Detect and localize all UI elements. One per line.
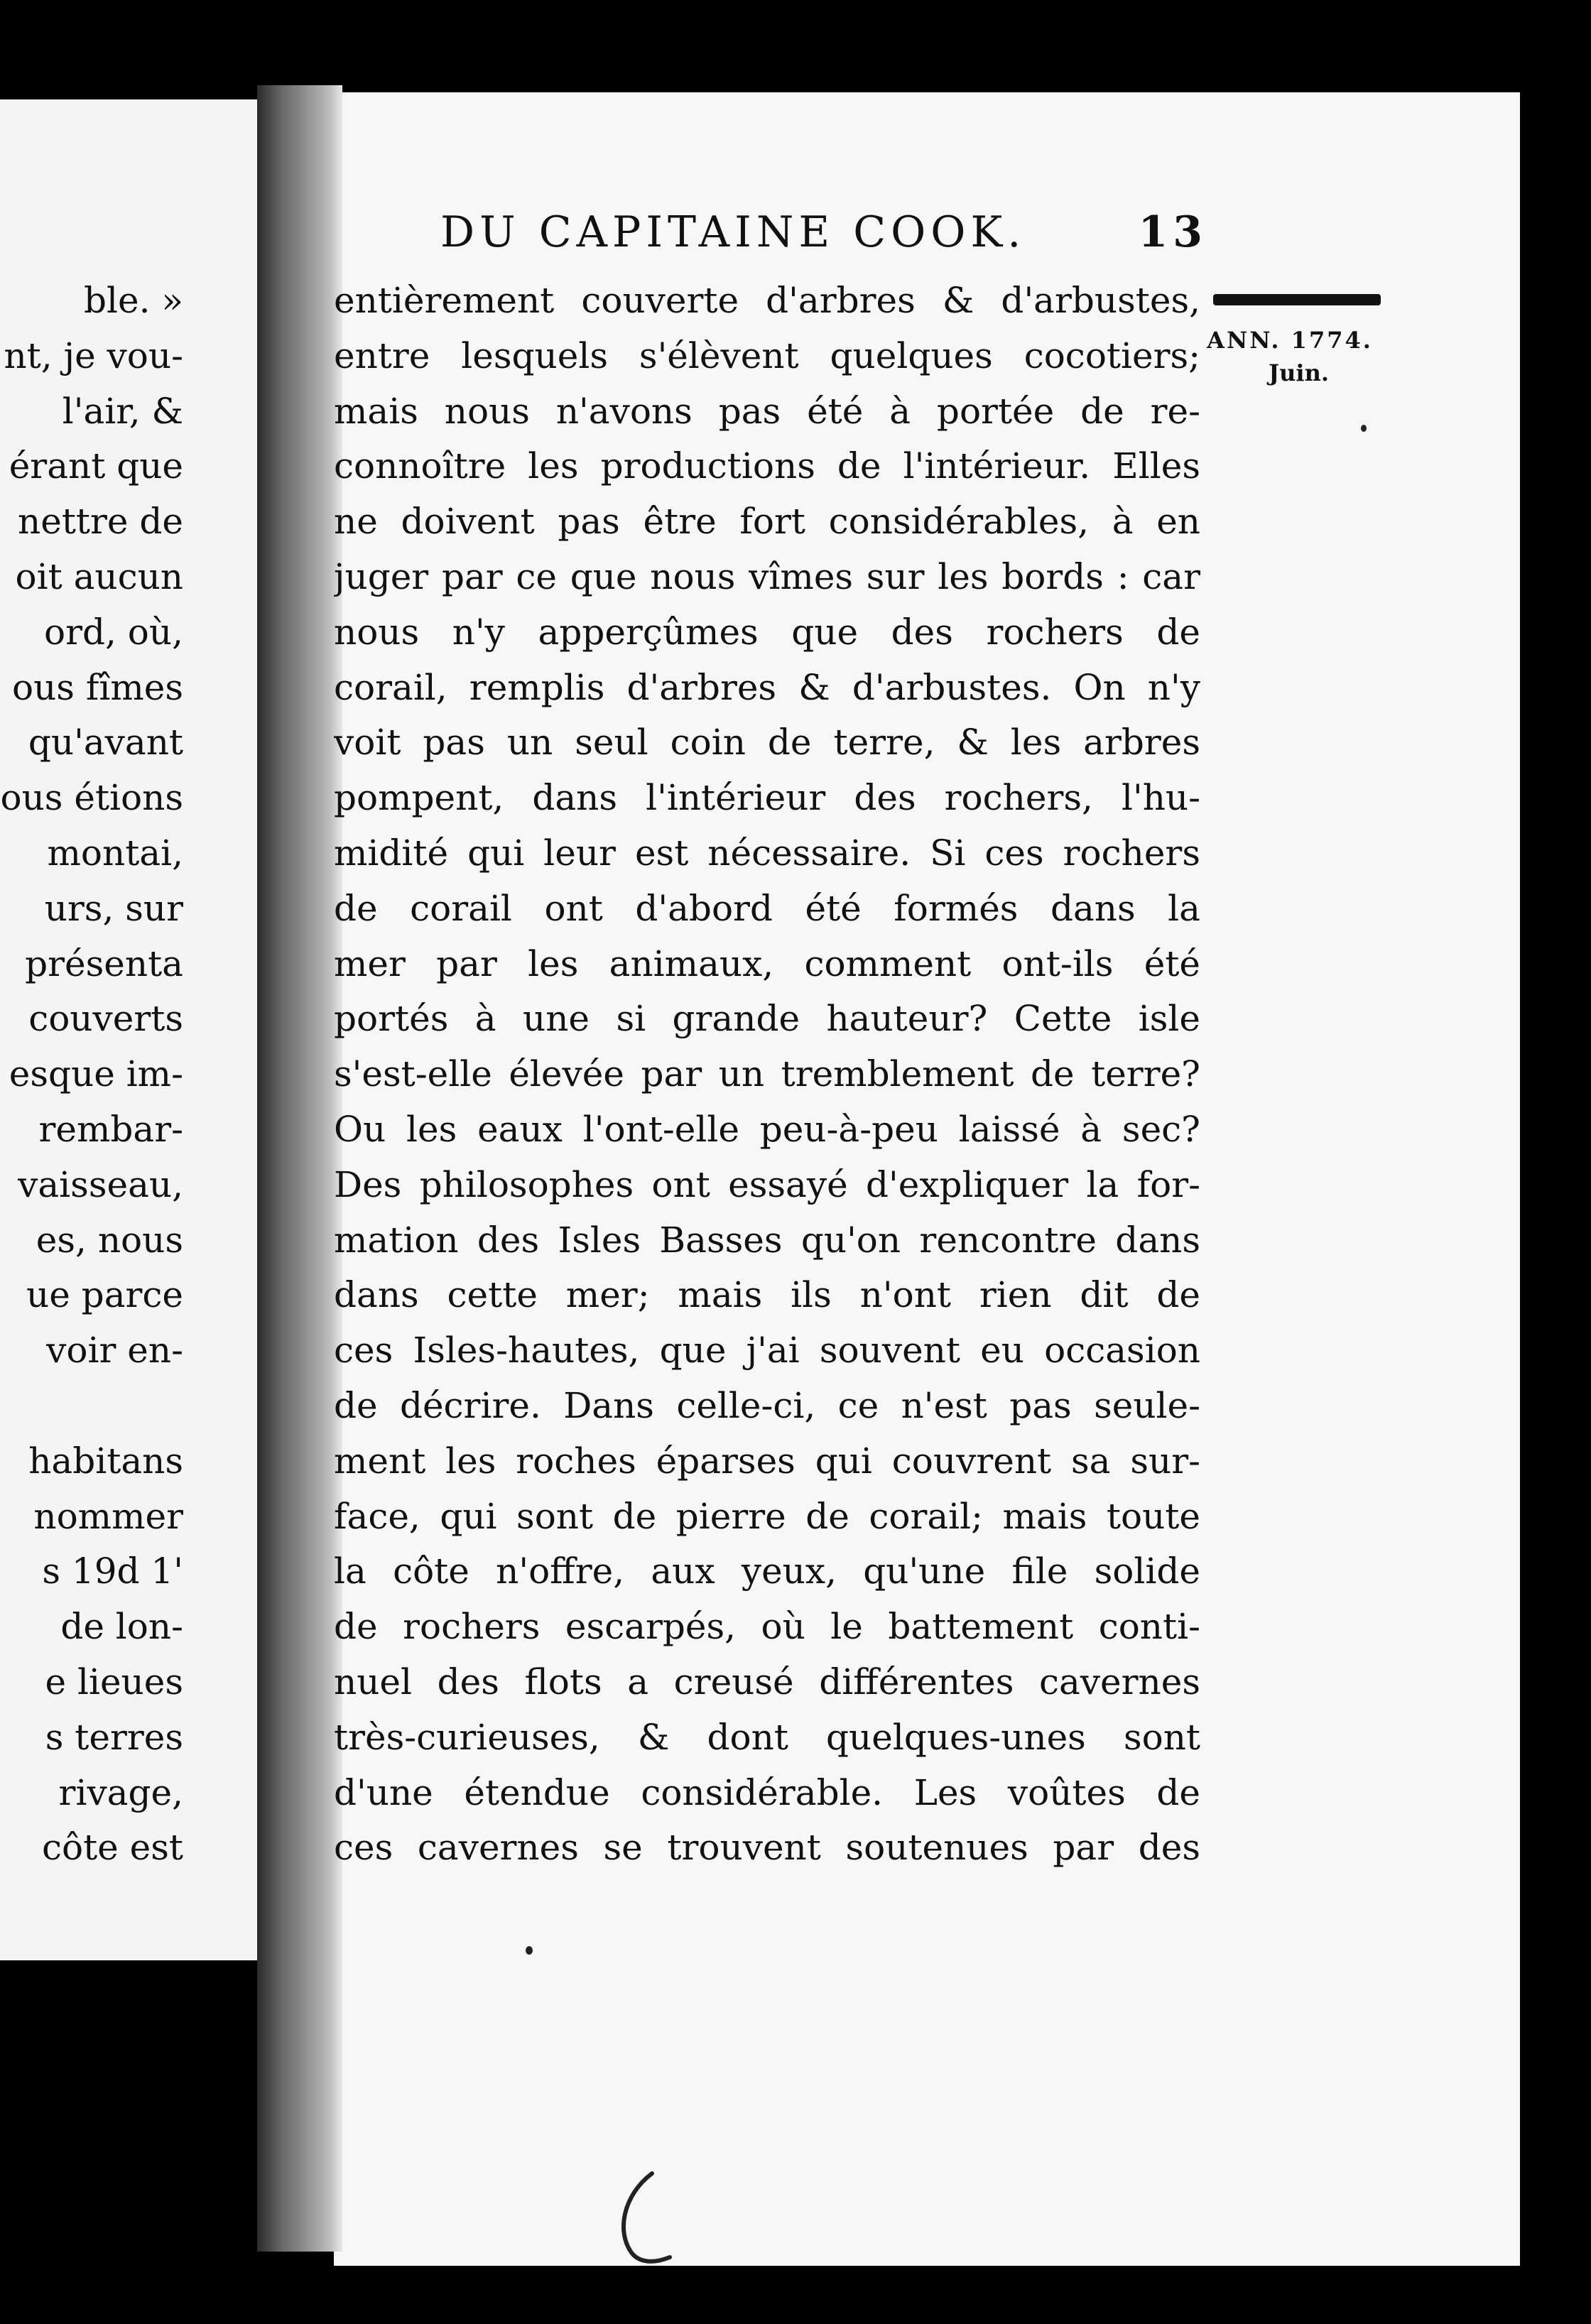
left-page-line: ble. » xyxy=(84,280,183,321)
margin-note-year: ANN. 1774. xyxy=(1207,327,1373,354)
left-page-line: de lon- xyxy=(60,1606,183,1648)
running-head xyxy=(440,207,1207,271)
text-line: la côte n'offre, aux yeux, qu'une file solide xyxy=(334,1551,1200,1592)
left-page-line: ord, où, xyxy=(44,611,183,653)
left-page-line: e lieues xyxy=(45,1661,183,1703)
left-page-line: ous étions xyxy=(0,777,183,819)
text-line: nous n'y apperçûmes que des rochers de xyxy=(334,611,1200,653)
text-line: midité qui leur est nécessaire. Si ces rochers xyxy=(334,832,1200,874)
left-page-line: côte est xyxy=(41,1827,183,1869)
left-page-line: es, nous xyxy=(36,1219,183,1261)
text-line: juger par ce que nous vîmes sur les bords : car xyxy=(334,555,1200,597)
running-head-title: DU CAPITAINE COOK. xyxy=(440,207,1026,257)
left-page-line: vaisseau, xyxy=(18,1163,183,1205)
text-line: ment les roches éparses qui couvrent sa sur- xyxy=(334,1440,1200,1482)
left-page-line: montai, xyxy=(47,832,183,874)
text-line: s'est-elle élevée par un tremblement de terre? xyxy=(334,1053,1200,1095)
left-page-line: nt, je vou- xyxy=(4,335,183,376)
body-text xyxy=(334,273,1200,1876)
margin-rule xyxy=(1213,294,1381,305)
left-page-line: s 19d 1' xyxy=(42,1551,183,1592)
text-line: corail, remplis d'arbres & d'arbustes. On n'y xyxy=(334,666,1200,708)
left-page-line: présenta xyxy=(25,943,183,984)
text-line: Des philosophes ont essayé d'expliquer la for- xyxy=(334,1163,1200,1205)
scan-speck xyxy=(526,1946,533,1955)
text-line: ne doivent pas être fort considérables, à en xyxy=(334,501,1200,543)
text-line: nuel des flots a creusé différentes cavernes xyxy=(334,1661,1200,1703)
text-line: ces Isles-hautes, que j'ai souvent eu occasion xyxy=(334,1330,1200,1372)
text-line: de décrire. Dans celle-ci, ce n'est pas seule- xyxy=(334,1384,1200,1426)
left-page-line: urs, sur xyxy=(44,887,183,929)
margin-note-month: Juin. xyxy=(1269,359,1329,386)
left-page-line: esque im- xyxy=(9,1053,183,1095)
left-page-line: nommer xyxy=(33,1495,183,1537)
page-number: 13 xyxy=(1138,207,1207,257)
text-line: très-curieuses, & dont quelques-unes sont xyxy=(334,1716,1200,1758)
left-page-line: érant que xyxy=(9,445,183,487)
left-page-line: rivage, xyxy=(58,1771,183,1813)
text-line: face, qui sont de pierre de corail; mais toute xyxy=(334,1495,1200,1537)
text-line: entièrement couverte d'arbres & d'arbustes, xyxy=(334,280,1200,321)
text-line: portés à une si grande hauteur? Cette isle xyxy=(334,998,1200,1040)
text-line: pompent, dans l'intérieur des rochers, l'hu- xyxy=(334,777,1200,819)
text-line: mer par les animaux, comment ont-ils été xyxy=(334,943,1200,984)
text-line: entre lesquels s'élèvent quelques cocotiers; xyxy=(334,335,1200,376)
left-page-line: couverts xyxy=(28,998,183,1040)
left-page-text xyxy=(0,273,183,1876)
left-page-line xyxy=(0,1379,183,1434)
left-page-line: habitans xyxy=(28,1440,183,1482)
text-line: d'une étendue considérable. Les voûtes de xyxy=(334,1771,1200,1813)
left-page-line: oit aucun xyxy=(15,555,183,597)
text-line: voit pas un seul coin de terre, & les arbres xyxy=(334,722,1200,764)
text-line: Ou les eaux l'ont-elle peu-à-peu laissé à sec? xyxy=(334,1108,1200,1150)
page-edge-shadow xyxy=(1520,85,1591,2324)
text-line: ces cavernes se trouvent soutenues par des xyxy=(334,1827,1200,1869)
book-gutter xyxy=(257,85,342,2252)
text-line: connoître les productions de l'intérieur. Elles xyxy=(334,445,1200,487)
left-page-line: l'air, & xyxy=(62,390,183,432)
left-page-line: rembar- xyxy=(38,1108,183,1150)
text-line: de rochers escarpés, où le battement conti- xyxy=(334,1606,1200,1648)
text-line: de corail ont d'abord été formés dans la xyxy=(334,887,1200,929)
left-page-line: qu'avant xyxy=(28,722,183,764)
margin-note xyxy=(1205,324,1375,389)
left-page-line: nettre de xyxy=(18,501,183,543)
left-page-line: ue parce xyxy=(26,1274,183,1316)
left-page-line: ous fîmes xyxy=(11,666,183,708)
pen-mark xyxy=(602,2166,688,2273)
left-page-line: s terres xyxy=(45,1716,183,1758)
scan-speck xyxy=(1361,425,1367,432)
text-line: dans cette mer; mais ils n'ont rien dit de xyxy=(334,1274,1200,1316)
text-line: mation des Isles Basses qu'on rencontre dans xyxy=(334,1219,1200,1261)
text-line: mais nous n'avons pas été à portée de re- xyxy=(334,390,1200,432)
left-page-line: voir en- xyxy=(46,1330,183,1372)
